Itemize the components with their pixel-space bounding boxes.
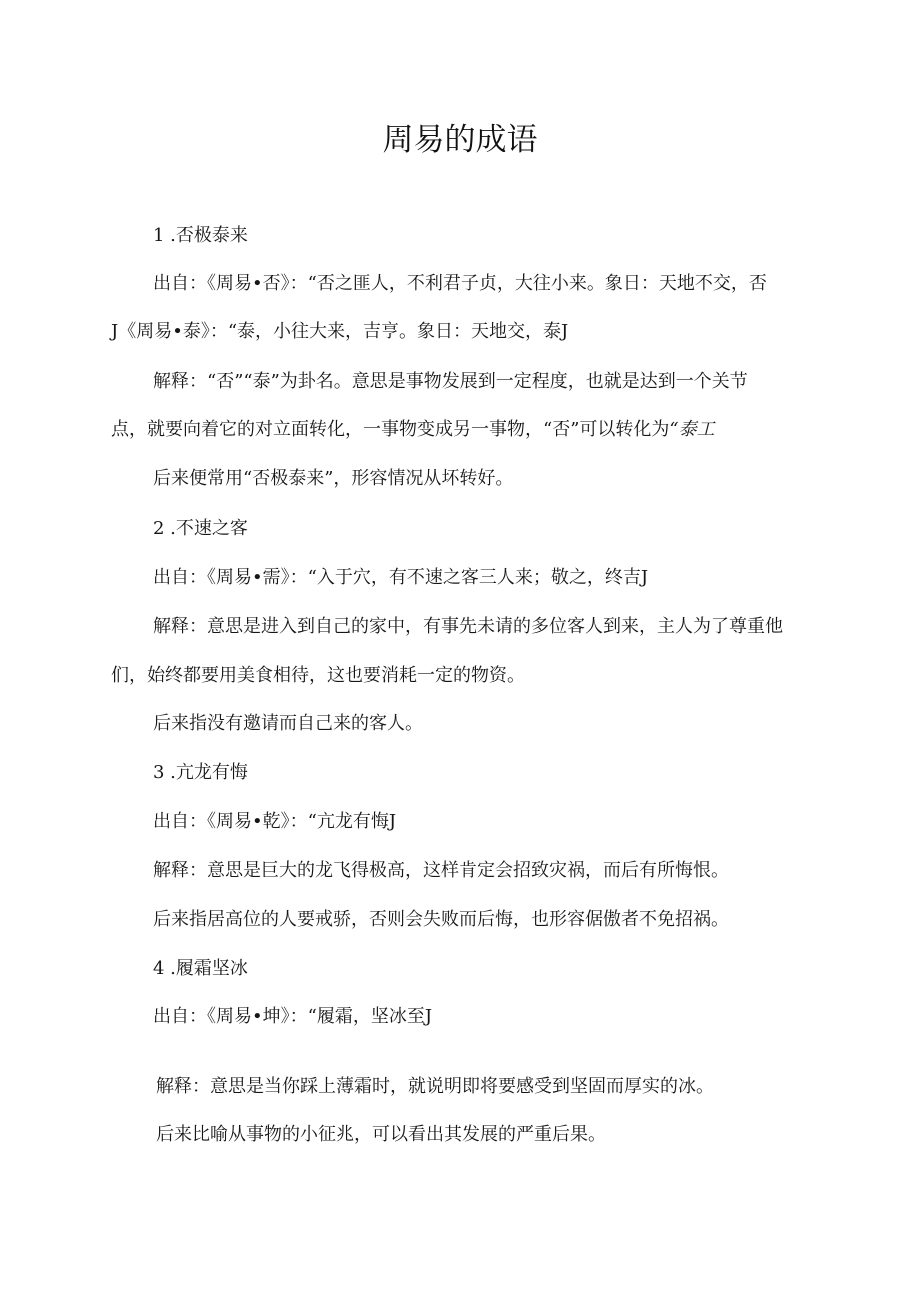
idiom-source: 出自：《周易•坤》：“履霜，坚冰至J xyxy=(153,1006,433,1027)
idiom-heading: 4 .履霜坚冰 xyxy=(153,958,248,979)
idiom-explanation: 解释：意思是当你踩上薄霜时，就说明即将要感受到坚固而厚实的冰。 xyxy=(156,1076,714,1097)
idiom-later-usage: 后来便常用“否极泰来”，形容情况从坏转好。 xyxy=(153,468,514,489)
idiom-later-usage: 后来比喻从事物的小征兆，可以看出其发展的严重后果。 xyxy=(156,1124,606,1145)
idiom-source-continued: J《周易•泰》：“泰，小往大来，吉亨。象日：天地交，泰J xyxy=(111,321,569,342)
idiom-explanation-continued xyxy=(111,416,715,444)
explanation-italic-text: “泰工 xyxy=(669,419,715,440)
page-title: 周易的成语 xyxy=(382,122,538,158)
idiom-heading: 1 .否极泰来 xyxy=(153,225,248,246)
idiom-source: 出自：《周易•乾》：“亢龙有悔J xyxy=(153,811,397,832)
idiom-heading: 3 .亢龙有悔 xyxy=(153,762,248,783)
idiom-heading: 2 .不速之客 xyxy=(153,518,248,539)
idiom-explanation: 解释：意思是巨大的龙飞得极高，这样肯定会招致灾祸，而后有所悔恨。 xyxy=(153,860,729,881)
explanation-text: 点，就要向着它的对立面转化，一事物变成另一事物，“否”可以转化为 xyxy=(111,419,670,440)
idiom-source: 出自：《周易•否》：“否之匪人，不利君子贞，大往小来。象日：天地不交，否 xyxy=(153,273,767,294)
idiom-explanation-continued: 们，始终都要用美食相待，这也要消耗一定的物资。 xyxy=(111,665,525,686)
idiom-source: 出自：《周易•需》：“入于穴，有不速之客三人来；敬之，终吉J xyxy=(153,567,649,588)
idiom-explanation: 解释：意思是进入到自己的家中，有事先未请的多位客人到来，主人为了尊重他 xyxy=(153,616,783,637)
idiom-later-usage: 后来指没有邀请而自己来的客人。 xyxy=(153,713,423,734)
idiom-later-usage: 后来指居高位的人要戒骄，否则会失败而后悔，也形容倨傲者不免招祸。 xyxy=(153,909,729,930)
idiom-explanation: 解释：“否”“泰”为卦名。意思是事物发展到一定程度，也就是达到一个关节 xyxy=(153,371,748,392)
